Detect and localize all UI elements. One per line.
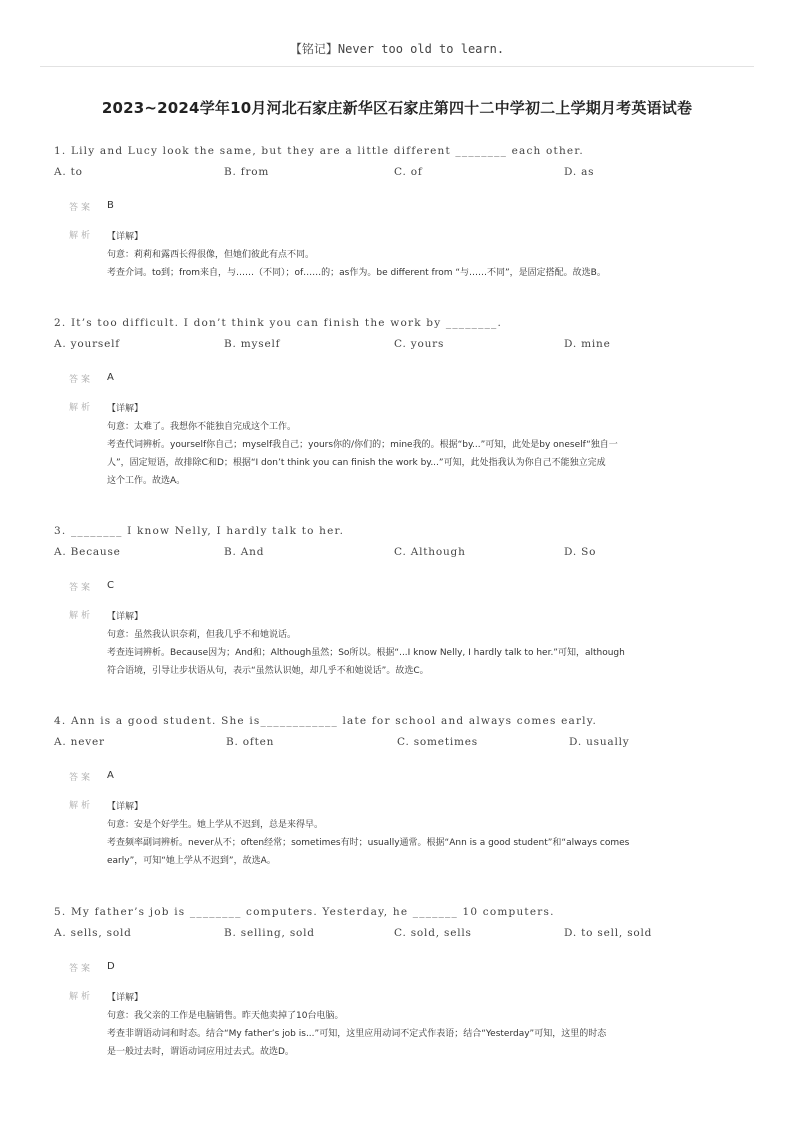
- explanation-line: 句意：我父亲的工作是电脑销售。昨天他卖掉了10台电脑。: [107, 1011, 344, 1021]
- explanation-line: 符合语境，引导让步状语从句，表示“虽然认识她，却几乎不和她说话”。故选C。: [107, 666, 429, 676]
- answer-value: A: [107, 770, 114, 781]
- option-a: A. Because: [54, 546, 121, 558]
- answer-label: 答案: [69, 583, 94, 593]
- answer-value: B: [107, 200, 114, 211]
- explanation-line: 考查代词辨析。yourself你自己；myself我自己；yours你的/你们的；mine我的。根据“by...”可知，此处是by oneself“独自一: [107, 440, 618, 450]
- answer-label: 答案: [69, 375, 94, 385]
- question-stem: 3. ________ I know Nelly, I hardly talk to her.: [54, 525, 345, 537]
- option-d: D. usually: [569, 736, 630, 748]
- explanation-line: 句意：虽然我认识奈莉，但我几乎不和她说话。: [107, 630, 297, 640]
- explanation-line: 【详解】: [107, 993, 144, 1003]
- option-a: A. yourself: [54, 338, 120, 350]
- answer-label: 答案: [69, 773, 94, 783]
- analysis-label: 解析: [69, 403, 94, 413]
- explanation-line: 【详解】: [107, 404, 144, 414]
- question-stem: 2. It’s too difficult. I don’t think you can finish the work by ________.: [54, 317, 503, 329]
- motto: 【铭记】Never too old to learn.: [289, 42, 505, 56]
- option-c: C. yours: [394, 338, 445, 350]
- option-d: D. So: [564, 546, 597, 558]
- option-b: B. And: [224, 546, 265, 558]
- explanation-line: 【详解】: [107, 232, 144, 242]
- option-d: D. as: [564, 166, 595, 178]
- option-b: B. from: [224, 166, 270, 178]
- analysis-label: 解析: [69, 611, 94, 621]
- option-c: C. sold, sells: [394, 927, 472, 939]
- option-b: B. selling, sold: [224, 927, 315, 939]
- explanation: [107, 400, 727, 490]
- analysis-label: 解析: [69, 992, 94, 1002]
- answer-value: C: [107, 580, 114, 591]
- explanation: [107, 798, 727, 870]
- explanation-line: 人”，固定短语，故排除C和D；根据“I don’t think you can finish the work by...”可知，此处指我认为你自己不能独立完成: [107, 458, 606, 468]
- option-c: C. of: [394, 166, 423, 178]
- option-b: B. often: [226, 736, 275, 748]
- answer-value: A: [107, 372, 114, 383]
- option-c: C. Although: [394, 546, 466, 558]
- analysis-label: 解析: [69, 801, 94, 811]
- explanation: [107, 608, 727, 680]
- explanation-line: 考查连词辨析。Because因为；And和；Although虽然；So所以。根据“...I know Nelly, I hardly talk to her.”可知，although: [107, 648, 625, 658]
- explanation-line: 考查介词。to到；from来自，与……（不同）；of……的；as作为。be different from “与……不同”，是固定搭配。故选B。: [107, 268, 606, 278]
- header-divider: [40, 66, 754, 67]
- option-a: A. to: [54, 166, 83, 178]
- question-stem: 1. Lily and Lucy look the same, but they are a little different ________ each other.: [54, 145, 584, 157]
- question-stem: 5. My father’s job is ________ computers. Yesterday, he _______ 10 computers.: [54, 906, 555, 918]
- answer-label: 答案: [69, 203, 94, 213]
- explanation-line: 句意：安是个好学生。她上学从不迟到，总是来得早。: [107, 820, 324, 830]
- option-b: B. myself: [224, 338, 281, 350]
- option-a: A. sells, sold: [54, 927, 132, 939]
- option-d: D. mine: [564, 338, 611, 350]
- explanation-line: 句意：莉莉和露西长得很像，但她们彼此有点不同。: [107, 250, 315, 260]
- answer-value: D: [107, 961, 115, 972]
- explanation-line: early”，可知“她上学从不迟到”，故选A。: [107, 856, 276, 866]
- option-a: A. never: [54, 736, 105, 748]
- analysis-label: 解析: [69, 231, 94, 241]
- explanation: [107, 228, 727, 282]
- explanation-line: 句意：太难了。我想你不能独自完成这个工作。: [107, 422, 297, 432]
- question-stem: 4. Ann is a good student. She is____________ late for school and always comes early.: [54, 715, 598, 727]
- explanation-line: 是一般过去时，谓语动词应用过去式。故选D。: [107, 1047, 294, 1057]
- explanation-line: 这个工作。故选A。: [107, 476, 186, 486]
- explanation-line: 考查非谓语动词和时态。结合“My father’s job is...”可知，这里应用动词不定式作表语；结合“Yesterday”可知，这里的时态: [107, 1029, 607, 1039]
- explanation: [107, 989, 727, 1061]
- answer-label: 答案: [69, 964, 94, 974]
- option-c: C. sometimes: [397, 736, 478, 748]
- option-d: D. to sell, sold: [564, 927, 653, 939]
- explanation-line: 【详解】: [107, 802, 144, 812]
- explanation-line: 考查频率副词辨析。never从不；often经常；sometimes有时；usually通常。根据“Ann is a good student”和“always comes: [107, 838, 630, 848]
- explanation-line: 【详解】: [107, 612, 144, 622]
- page-title: 2023~2024学年10月河北石家庄新华区石家庄第四十二中学初二上学期月考英语试卷: [101, 99, 693, 117]
